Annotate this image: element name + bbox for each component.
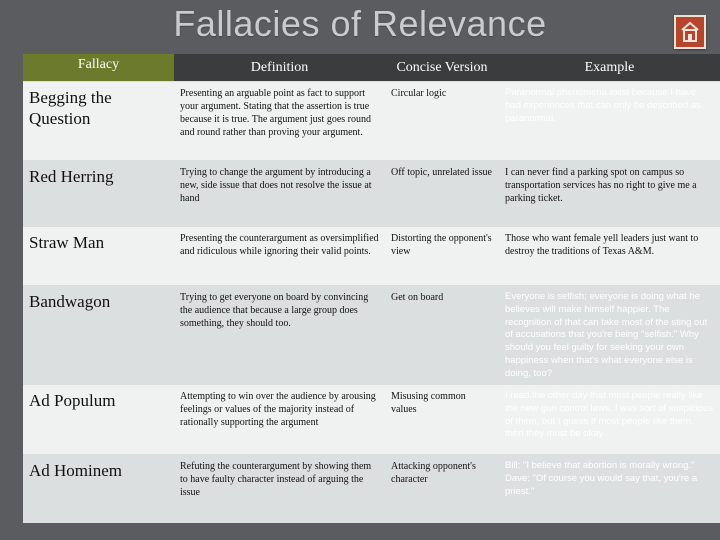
fallacy-concise: Circular logic bbox=[385, 82, 499, 161]
fallacy-concise: Distorting the opponent's view bbox=[385, 227, 499, 286]
fallacy-name: Red Herring bbox=[23, 161, 174, 227]
header-definition: Definition bbox=[174, 54, 385, 82]
fallacy-name: Ad Hominem bbox=[23, 455, 174, 523]
fallacies-table bbox=[23, 54, 720, 523]
fallacy-example: Everyone is selfish; everyone is doing what he believes will make himself happier. The recognition of that can take most of the sting out of accusations that you're being "selfish." Why should you feel guilty for seeking your own happiness when that's what everyone else is doing, too? bbox=[499, 286, 720, 385]
fallacy-name: Bandwagon bbox=[23, 286, 174, 385]
fallacy-example: I can never find a parking spot on campus so transportation services has no right to give me a parking ticket. bbox=[499, 161, 720, 227]
fallacy-example: Paranormal phenomena exist because I have had experiences that can only be described as paranormal. bbox=[499, 82, 720, 161]
fallacy-definition: Presenting an arguable point as fact to support your argument. Stating that the assertion is true because it is true. The argument just goes round and round rather than proving your argument. bbox=[174, 82, 385, 161]
table-header-row bbox=[23, 54, 720, 82]
fallacy-example: I read the other day that most people really like the new gun control laws. I was sort of suspicious of them, but I guess if most people like them, then they must be okay. bbox=[499, 385, 720, 455]
fallacy-example: Those who want female yell leaders just want to destroy the traditions of Texas A&M. bbox=[499, 227, 720, 286]
fallacy-concise: Attacking opponent's character bbox=[385, 455, 499, 523]
table-row bbox=[23, 286, 720, 385]
fallacy-definition: Trying to get everyone on board by convincing the audience that because a large group does something, they should too. bbox=[174, 286, 385, 385]
fallacy-concise: Get on board bbox=[385, 286, 499, 385]
home-button[interactable] bbox=[674, 15, 706, 49]
fallacy-concise: Misusing common values bbox=[385, 385, 499, 455]
header-concise-version: Concise Version bbox=[385, 54, 499, 82]
fallacy-definition: Refuting the counterargument by showing them to have faulty character instead of arguing the issue bbox=[174, 455, 385, 523]
fallacy-definition: Presenting the counterargument as oversimplified and ridiculous while ignoring their valid points. bbox=[174, 227, 385, 286]
fallacy-name: Straw Man bbox=[23, 227, 174, 286]
fallacy-concise: Off topic, unrelated issue bbox=[385, 161, 499, 227]
fallacy-definition: Trying to change the argument by introducing a new, side issue that does not resolve the issue at hand bbox=[174, 161, 385, 227]
table-row bbox=[23, 82, 720, 161]
header-example: Example bbox=[499, 54, 720, 82]
table-row bbox=[23, 385, 720, 455]
fallacy-name: Begging the Question bbox=[23, 82, 174, 161]
slide-title: Fallacies of Relevance bbox=[173, 3, 547, 44]
table-row bbox=[23, 227, 720, 286]
header-fallacy: Fallacy bbox=[23, 54, 174, 82]
fallacy-example: Bill: "I believe that abortion is morally wrong." Dave: "Of course you would say that, you're a priest." bbox=[499, 455, 720, 523]
fallacy-definition: Attempting to win over the audience by arousing feelings or values of the majority instead of rationally supporting the argument bbox=[174, 385, 385, 455]
fallacy-name: Ad Populum bbox=[23, 385, 174, 455]
table-row bbox=[23, 455, 720, 523]
table-row bbox=[23, 161, 720, 227]
home-icon bbox=[679, 21, 701, 43]
